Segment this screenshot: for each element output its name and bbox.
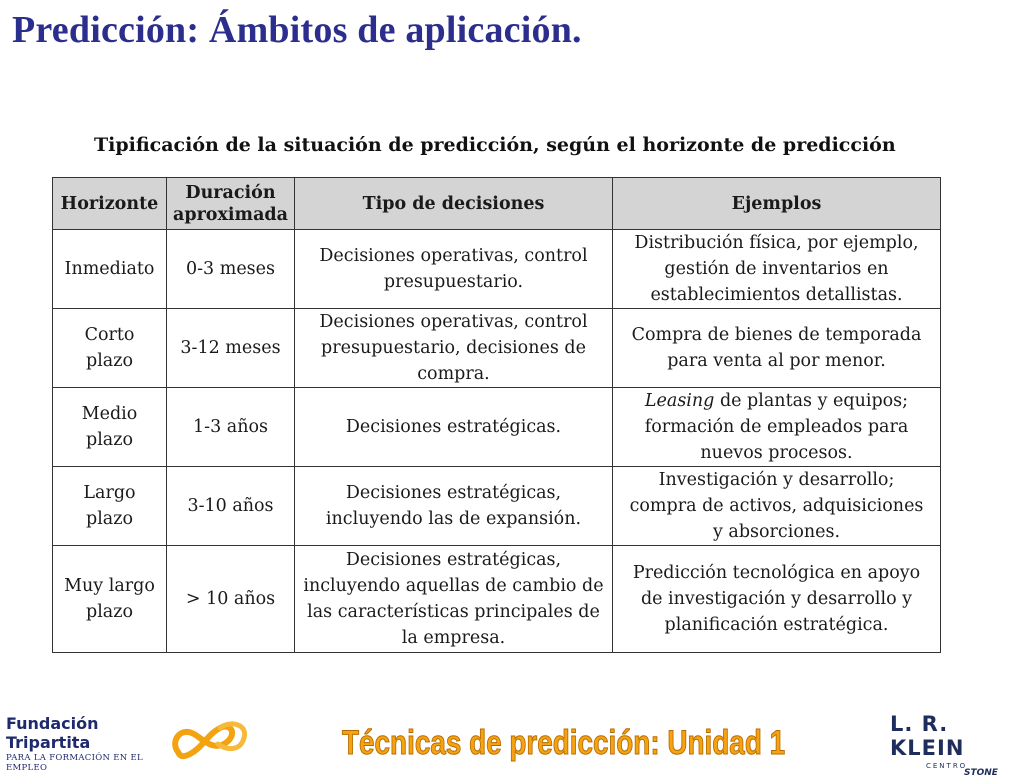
cell-line: Predicción tecnológica en apoyo <box>632 563 921 583</box>
header-horizonte: Horizonte <box>53 178 167 230</box>
table-row <box>53 309 941 388</box>
cell-horizonte <box>53 309 167 388</box>
cell-line: para venta al por menor. <box>667 351 886 371</box>
cell-line: incluyendo aquellas de cambio de <box>303 576 604 596</box>
cell-line: Decisiones estratégicas, <box>345 483 562 503</box>
cell-line: Compra de bienes de temporada <box>631 325 922 345</box>
fundacion-tripartita-logo <box>6 714 166 773</box>
cell-line: las características principales de <box>307 602 600 622</box>
cell-line: Distribución física, por ejemplo, <box>634 233 919 253</box>
table-row <box>53 546 941 653</box>
cell-line: Investigación y desarrollo; <box>658 470 895 490</box>
lr-klein-logo <box>890 712 1024 778</box>
table-row <box>53 467 941 546</box>
header-duracion-line1: Duración <box>185 182 276 203</box>
cell-line: plazo <box>86 509 133 529</box>
cell-line: de investigación y desarrollo y <box>640 589 913 609</box>
leasing-italic: Leasing <box>644 391 715 411</box>
cell-ejemplos <box>613 230 941 309</box>
table-row <box>53 388 941 467</box>
cell-horizonte <box>53 388 167 467</box>
cell-line: Decisiones operativas, control <box>319 312 588 332</box>
cell-line: Inmediato <box>64 259 155 279</box>
cell-line: Decisiones operativas, control <box>319 246 588 266</box>
cell-line: plazo <box>86 430 133 450</box>
table-row <box>53 230 941 309</box>
cell-duracion: 3-12 meses <box>167 309 295 388</box>
table-caption: Tipificación de la situación de predicción, según el horizonte de predicción <box>94 134 896 156</box>
cell-line: establecimientos detallistas. <box>650 285 903 305</box>
infinity-logo-icon <box>168 714 258 764</box>
cell-line: formación de empleados para <box>644 417 909 437</box>
cell-duracion: 3-10 años <box>167 467 295 546</box>
cell-line: Medio <box>81 404 138 424</box>
footer-course-title: Técnicas de predicción: Unidad 1 <box>342 724 786 762</box>
stone-text: STONE <box>964 768 998 778</box>
cell-line: Decisiones estratégicas. <box>345 417 562 437</box>
fundacion-subtitle: PARA LA FORMACIÓN EN EL EMPLEO <box>6 753 143 773</box>
cell-line: Corto <box>84 325 135 345</box>
slide-title: Predicción: Ámbitos de aplicación. <box>12 9 582 51</box>
cell-ejemplos <box>613 467 941 546</box>
cell-line: Muy largo <box>64 576 155 596</box>
cell-tipo <box>295 467 613 546</box>
cell-line: la empresa. <box>401 628 506 648</box>
cell-duracion: > 10 años <box>167 546 295 653</box>
cell-line: plazo <box>86 351 133 371</box>
cell-line: y absorciones. <box>712 522 841 542</box>
cell-ejemplos <box>613 388 941 467</box>
header-ejemplos: Ejemplos <box>613 178 941 230</box>
cell-tipo <box>295 388 613 467</box>
cell-duracion: 1-3 años <box>167 388 295 467</box>
prediction-table <box>52 177 941 653</box>
cell-line: incluyendo las de expansión. <box>325 509 582 529</box>
centro-text: CENTRO <box>926 762 968 770</box>
cell-line: compra. <box>417 364 490 384</box>
header-tipo: Tipo de decisiones <box>295 178 613 230</box>
cell-horizonte <box>53 230 167 309</box>
cell-horizonte <box>53 467 167 546</box>
cell-tipo <box>295 230 613 309</box>
cell-duracion: 0-3 meses <box>167 230 295 309</box>
fundacion-name: Fundación Tripartita <box>6 714 99 752</box>
header-duracion-line2: aproximada <box>173 204 288 225</box>
cell-ejemplos <box>613 546 941 653</box>
cell-tipo <box>295 546 613 653</box>
lr-klein-text: L. R. KLEIN <box>890 712 965 760</box>
table-header-row <box>53 178 941 230</box>
cell-line: presupuestario, decisiones de <box>321 338 586 358</box>
cell-horizonte <box>53 546 167 653</box>
header-duracion <box>167 178 295 230</box>
cell-line: Largo <box>83 483 136 503</box>
cell-ejemplos <box>613 309 941 388</box>
cell-line: plazo <box>86 602 133 622</box>
cell-line: compra de activos, adquisiciones <box>629 496 924 516</box>
cell-line: de plantas y equipos; <box>714 391 909 411</box>
cell-line: Decisiones estratégicas, <box>345 550 562 570</box>
cell-line: nuevos procesos. <box>700 443 853 463</box>
cell-line: planificación estratégica. <box>664 615 889 635</box>
cell-line: gestión de inventarios en <box>664 259 889 279</box>
cell-line: presupuestario. <box>383 272 524 292</box>
cell-tipo <box>295 309 613 388</box>
